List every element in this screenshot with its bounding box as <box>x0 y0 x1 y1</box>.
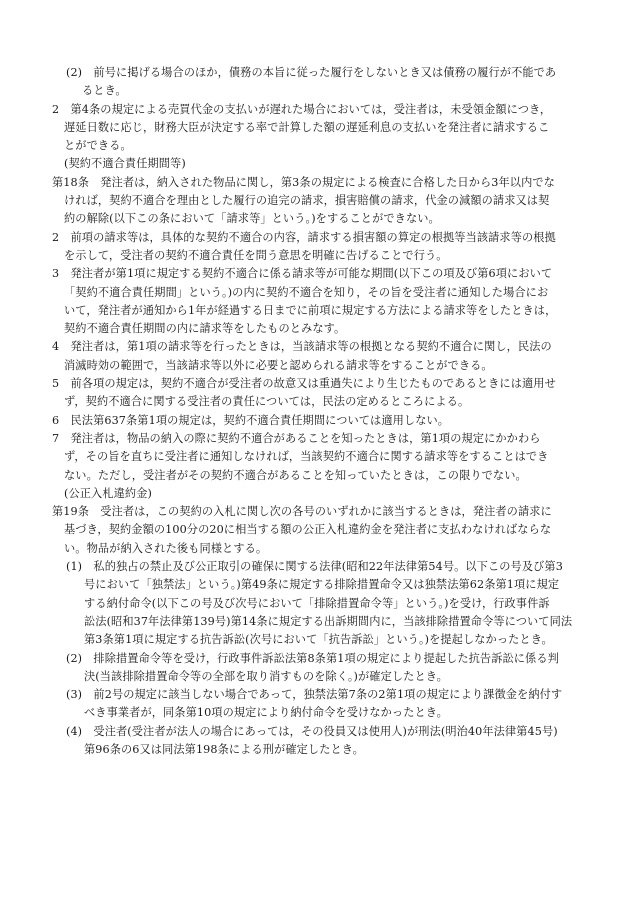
text-line: べき事業者が，同条第10項の規定により納付命令を受けなかったとき。 <box>84 706 448 720</box>
text-line: 7 発注者は，物品の納入の際に契約不適合があることを知ったときは，第1項の規定にかかわら <box>52 431 541 445</box>
text-line: い。物品が納入された後も同様とする。 <box>64 541 268 555</box>
text-line: する納付命令(以下この号及び次号において「排除措置命令等」という。)を受け，行政事件訴 <box>84 596 550 610</box>
text-line: 訟法(昭和37年法律第139号)第14条に規定する出訴期間内に，当該排除措置命令等について同法 <box>84 614 573 628</box>
text-line: 第3条第1項に規定する抗告訴訟(次号において「抗告訴訟」という。)を提起しなかったとき。 <box>84 633 553 647</box>
text-line: (2) 前号に掲げる場合のほか，債務の本旨に従った履行をしないとき又は債務の履行が不能であ <box>66 66 557 79</box>
text-line: 第18条 発注者は，納入された物品に関し，第3条の規定による検査に合格した日から3年以内でな <box>52 175 555 189</box>
text-line: を示して，受注者の契約不適合責任を問う意思を明確に告げることで行う。 <box>64 248 448 262</box>
text-line: 遅延日数に応じ，財務大臣が決定する率で計算した額の遅延利息の支払いを発注者に請求するこ <box>64 120 550 134</box>
text-line: 6 民法第637条第1項の規定は，契約不適合責任期間については適用しない。 <box>52 413 450 427</box>
text-line: 決(当該排除措置命令等の全部を取り消すものを除く。)が確定したとき。 <box>84 669 448 683</box>
text-line: 2 前項の請求等は，具体的な契約不適合の内容，請求する損害額の算定の根拠等当該請求等の根拠 <box>52 230 556 244</box>
text-line: (契約不適合責任期間等) <box>64 157 186 171</box>
text-line: いて，発注者が通知から1年が経過する日までに前項に規定する方法による請求等をしたときは， <box>64 303 557 317</box>
text-line: (4) 受注者(受注者が法人の場合にあっては，その役員又は使用人)が刑法(明治40年法律第45号) <box>66 724 558 738</box>
text-line: 基づき，契約金額の100分の20に相当する額の公正入札違約金を発注者に支払わなければならな <box>64 523 552 537</box>
text-line: (2) 排除措置命令等を受け，行政事件訴訟法第8条第1項の規定により提起した抗告訴訟に係る判 <box>66 651 559 665</box>
text-line: 4 発注者は，第1項の請求等を行ったときは，当該請求等の根拠となる契約不適合に関し，民法の <box>52 340 552 354</box>
text-line: (3) 前2号の規定に該当しない場合であって，独禁法第7条の2第1項の規定により課徴金を納付す <box>66 688 563 702</box>
text-line: 「契約不適合責任期間」という。)の内に契約不適合を知り，その旨を受注者に通知した場合にお <box>64 285 549 299</box>
text-line: 契約不適合責任期間の内に請求等をしたものとみなす。 <box>64 322 346 336</box>
text-line: 約の解除(以下この条において「請求等」という。)をすることができない。 <box>64 212 440 226</box>
text-line: ない。ただし，受注者がその契約不適合があることを知っていたときは，この限りでない。 <box>64 468 527 482</box>
text-line: ければ，契約不適合を理由とした履行の追完の請求，損害賠償の請求，代金の減額の請求又は契 <box>64 194 550 208</box>
text-line: 第19条 受注者は，この契約の入札に関し次の各号のいずれかに該当するときは，発注者の請求に <box>52 505 552 519</box>
text-line: 第96条の6又は同法第198条による刑が確定したとき。 <box>84 742 364 756</box>
text-line: ず，その旨を直ちに受注者に通知しなければ，当該契約不適合に関する請求等をすることはでき <box>64 450 549 464</box>
text-line: 消滅時効の範囲で，当該請求等以外に必要と認められる請求等をすることができる。 <box>64 358 493 372</box>
text-line: 号において「独禁法」という。)第49条に規定する排除措置命令又は独禁法第62条第1項に規定 <box>84 578 560 592</box>
text-line: とができる。 <box>64 139 132 153</box>
text-line: るとき。 <box>82 84 127 98</box>
text-line: (1) 私的独占の禁止及び公正取引の確保に関する法律(昭和22年法律第54号。以下この号及び第3 <box>66 560 563 574</box>
text-line: (公正入札違約金) <box>64 486 152 500</box>
text-line: 2 第4条の規定による売買代金の支払いが遅れた場合においては，受注者は，未受領金額につき， <box>52 102 552 116</box>
text-line: 5 前各項の規定は，契約不適合が受注者の故意又は重過失により生じたものであるときには適用せ <box>52 377 556 391</box>
text-line: ず，契約不適合に関する受注者の責任については，民法の定めるところによる。 <box>64 395 470 409</box>
document-body <box>52 64 578 759</box>
text-line: 3 発注者が第1項に規定する契約不適合に係る請求等が可能な期間(以下この項及び第6項において <box>52 267 553 281</box>
